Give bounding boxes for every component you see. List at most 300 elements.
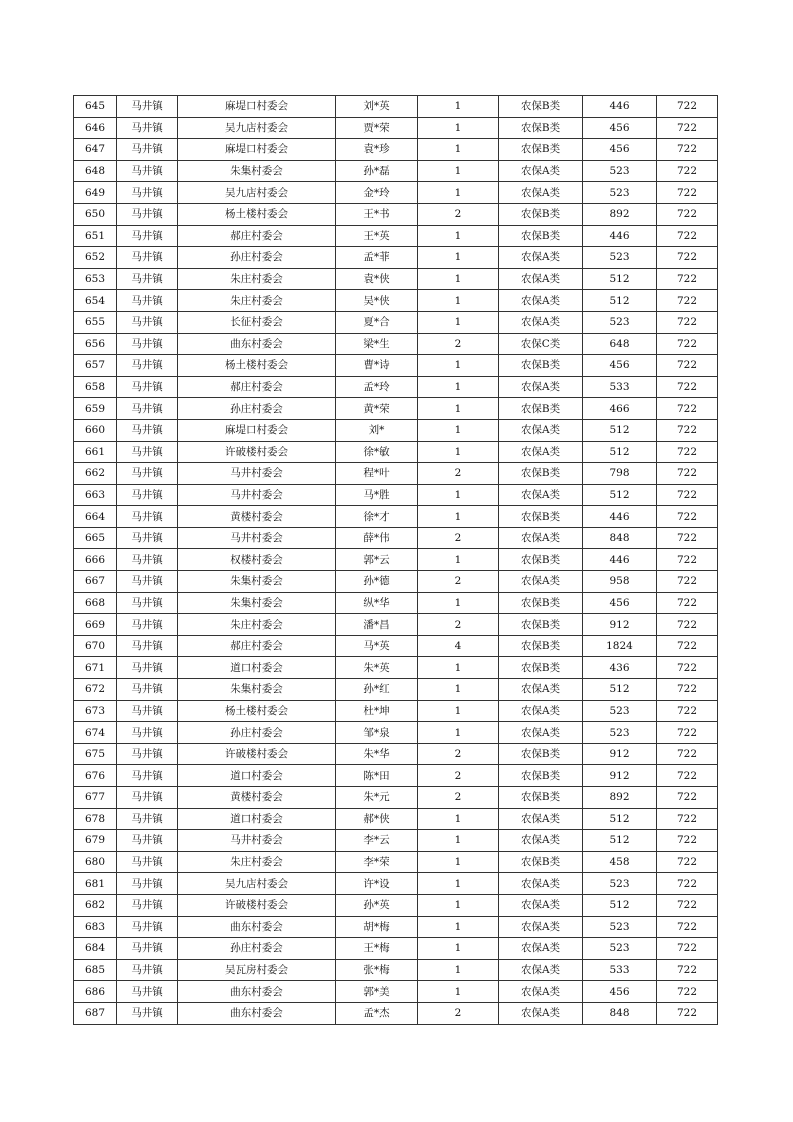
- standard-cell: 722: [657, 571, 718, 593]
- name-cell: 朱*元: [336, 787, 418, 809]
- name-cell: 孟*杰: [336, 1002, 418, 1024]
- standard-cell: 722: [657, 765, 718, 787]
- row-number-cell: 668: [74, 592, 117, 614]
- table-row: [74, 722, 718, 744]
- village-committee-cell: 马井村委会: [178, 527, 336, 549]
- standard-cell: 722: [657, 959, 718, 981]
- amount-cell: 533: [583, 959, 657, 981]
- standard-cell: 722: [657, 419, 718, 441]
- insurance-type-cell: 农保A类: [499, 894, 583, 916]
- standard-cell: 722: [657, 787, 718, 809]
- village-committee-cell: 朱集村委会: [178, 592, 336, 614]
- table-row: [74, 398, 718, 420]
- amount-cell: 523: [583, 938, 657, 960]
- name-cell: 薛*伟: [336, 527, 418, 549]
- row-number-cell: 657: [74, 355, 117, 377]
- insurance-type-cell: 农保A类: [499, 938, 583, 960]
- insurance-type-cell: 农保C类: [499, 333, 583, 355]
- insurance-type-cell: 农保A类: [499, 916, 583, 938]
- town-cell: 马井镇: [117, 981, 178, 1003]
- name-cell: 袁*侠: [336, 268, 418, 290]
- town-cell: 马井镇: [117, 938, 178, 960]
- household-count-cell: 1: [418, 290, 499, 312]
- standard-cell: 722: [657, 916, 718, 938]
- village-committee-cell: 曲东村委会: [178, 981, 336, 1003]
- household-count-cell: 1: [418, 311, 499, 333]
- household-count-cell: 1: [418, 808, 499, 830]
- amount-cell: 458: [583, 851, 657, 873]
- household-count-cell: 1: [418, 484, 499, 506]
- row-number-cell: 670: [74, 635, 117, 657]
- insurance-type-cell: 农保B类: [499, 506, 583, 528]
- household-count-cell: 1: [418, 160, 499, 182]
- name-cell: 孙*德: [336, 571, 418, 593]
- household-count-cell: 2: [418, 743, 499, 765]
- row-number-cell: 651: [74, 225, 117, 247]
- town-cell: 马井镇: [117, 700, 178, 722]
- table-row: [74, 614, 718, 636]
- amount-cell: 446: [583, 506, 657, 528]
- standard-cell: 722: [657, 722, 718, 744]
- insurance-type-cell: 农保A类: [499, 959, 583, 981]
- household-count-cell: 1: [418, 722, 499, 744]
- amount-cell: 523: [583, 182, 657, 204]
- amount-cell: 456: [583, 981, 657, 1003]
- household-count-cell: 1: [418, 117, 499, 139]
- village-committee-cell: 朱集村委会: [178, 160, 336, 182]
- name-cell: 朱*英: [336, 657, 418, 679]
- name-cell: 袁*珍: [336, 139, 418, 161]
- household-count-cell: 1: [418, 851, 499, 873]
- table-row: [74, 355, 718, 377]
- amount-cell: 912: [583, 743, 657, 765]
- row-number-cell: 658: [74, 376, 117, 398]
- household-count-cell: 2: [418, 333, 499, 355]
- amount-cell: 512: [583, 679, 657, 701]
- town-cell: 马井镇: [117, 873, 178, 895]
- table-row: [74, 96, 718, 118]
- table-row: [74, 916, 718, 938]
- table-row: [74, 527, 718, 549]
- table-row: [74, 268, 718, 290]
- insurance-type-cell: 农保B类: [499, 787, 583, 809]
- standard-cell: 722: [657, 549, 718, 571]
- amount-cell: 512: [583, 830, 657, 852]
- row-number-cell: 687: [74, 1002, 117, 1024]
- row-number-cell: 678: [74, 808, 117, 830]
- standard-cell: 722: [657, 268, 718, 290]
- row-number-cell: 674: [74, 722, 117, 744]
- amount-cell: 466: [583, 398, 657, 420]
- standard-cell: 722: [657, 635, 718, 657]
- town-cell: 马井镇: [117, 894, 178, 916]
- town-cell: 马井镇: [117, 527, 178, 549]
- table-row: [74, 376, 718, 398]
- amount-cell: 958: [583, 571, 657, 593]
- row-number-cell: 685: [74, 959, 117, 981]
- standard-cell: 722: [657, 938, 718, 960]
- standard-cell: 722: [657, 506, 718, 528]
- village-committee-cell: 朱庄村委会: [178, 290, 336, 312]
- household-count-cell: 1: [418, 549, 499, 571]
- table-row: [74, 808, 718, 830]
- town-cell: 马井镇: [117, 441, 178, 463]
- amount-cell: 512: [583, 419, 657, 441]
- town-cell: 马井镇: [117, 959, 178, 981]
- standard-cell: 722: [657, 333, 718, 355]
- name-cell: 程*叶: [336, 463, 418, 485]
- table-row: [74, 700, 718, 722]
- name-cell: 马*胜: [336, 484, 418, 506]
- village-committee-cell: 孙庄村委会: [178, 398, 336, 420]
- town-cell: 马井镇: [117, 765, 178, 787]
- insurance-type-cell: 农保A类: [499, 484, 583, 506]
- name-cell: 杜*坤: [336, 700, 418, 722]
- standard-cell: 722: [657, 657, 718, 679]
- row-number-cell: 655: [74, 311, 117, 333]
- table-row: [74, 506, 718, 528]
- table-row: [74, 333, 718, 355]
- village-committee-cell: 马井村委会: [178, 830, 336, 852]
- row-number-cell: 676: [74, 765, 117, 787]
- village-committee-cell: 麻堤口村委会: [178, 139, 336, 161]
- name-cell: 李*荣: [336, 851, 418, 873]
- insurance-type-cell: 农保B类: [499, 851, 583, 873]
- amount-cell: 446: [583, 96, 657, 118]
- amount-cell: 523: [583, 700, 657, 722]
- amount-cell: 512: [583, 808, 657, 830]
- amount-cell: 912: [583, 614, 657, 636]
- name-cell: 张*梅: [336, 959, 418, 981]
- row-number-cell: 650: [74, 203, 117, 225]
- standard-cell: 722: [657, 463, 718, 485]
- insurance-type-cell: 农保B类: [499, 635, 583, 657]
- row-number-cell: 656: [74, 333, 117, 355]
- town-cell: 马井镇: [117, 203, 178, 225]
- town-cell: 马井镇: [117, 311, 178, 333]
- amount-cell: 892: [583, 787, 657, 809]
- household-count-cell: 2: [418, 765, 499, 787]
- name-cell: 孙*磊: [336, 160, 418, 182]
- household-count-cell: 2: [418, 614, 499, 636]
- standard-cell: 722: [657, 117, 718, 139]
- village-committee-cell: 郝庄村委会: [178, 225, 336, 247]
- table-row: [74, 549, 718, 571]
- household-count-cell: 1: [418, 182, 499, 204]
- row-number-cell: 647: [74, 139, 117, 161]
- village-committee-cell: 长征村委会: [178, 311, 336, 333]
- name-cell: 李*云: [336, 830, 418, 852]
- amount-cell: 523: [583, 916, 657, 938]
- household-count-cell: 1: [418, 268, 499, 290]
- village-committee-cell: 许破楼村委会: [178, 743, 336, 765]
- standard-cell: 722: [657, 247, 718, 269]
- town-cell: 马井镇: [117, 290, 178, 312]
- insurance-type-cell: 农保A类: [499, 1002, 583, 1024]
- village-committee-cell: 许破楼村委会: [178, 441, 336, 463]
- household-count-cell: 2: [418, 571, 499, 593]
- town-cell: 马井镇: [117, 549, 178, 571]
- village-committee-cell: 道口村委会: [178, 765, 336, 787]
- standard-cell: 722: [657, 894, 718, 916]
- household-count-cell: 1: [418, 225, 499, 247]
- village-committee-cell: 权楼村委会: [178, 549, 336, 571]
- standard-cell: 722: [657, 614, 718, 636]
- name-cell: 孙*英: [336, 894, 418, 916]
- town-cell: 马井镇: [117, 787, 178, 809]
- amount-cell: 446: [583, 225, 657, 247]
- village-committee-cell: 朱集村委会: [178, 571, 336, 593]
- village-committee-cell: 马井村委会: [178, 484, 336, 506]
- household-count-cell: 1: [418, 830, 499, 852]
- town-cell: 马井镇: [117, 182, 178, 204]
- name-cell: 徐*敏: [336, 441, 418, 463]
- row-number-cell: 649: [74, 182, 117, 204]
- name-cell: 许*设: [336, 873, 418, 895]
- amount-cell: 456: [583, 117, 657, 139]
- name-cell: 纵*华: [336, 592, 418, 614]
- table-row: [74, 830, 718, 852]
- row-number-cell: 669: [74, 614, 117, 636]
- insurance-type-cell: 农保A类: [499, 981, 583, 1003]
- household-count-cell: 1: [418, 96, 499, 118]
- town-cell: 马井镇: [117, 268, 178, 290]
- insurance-type-cell: 农保B类: [499, 743, 583, 765]
- name-cell: 马*英: [336, 635, 418, 657]
- town-cell: 马井镇: [117, 743, 178, 765]
- town-cell: 马井镇: [117, 851, 178, 873]
- row-number-cell: 677: [74, 787, 117, 809]
- standard-cell: 722: [657, 290, 718, 312]
- insurance-type-cell: 农保B类: [499, 657, 583, 679]
- village-committee-cell: 郝庄村委会: [178, 635, 336, 657]
- town-cell: 马井镇: [117, 376, 178, 398]
- table-row: [74, 635, 718, 657]
- town-cell: 马井镇: [117, 398, 178, 420]
- row-number-cell: 675: [74, 743, 117, 765]
- name-cell: 邹*泉: [336, 722, 418, 744]
- household-count-cell: 1: [418, 139, 499, 161]
- row-number-cell: 665: [74, 527, 117, 549]
- town-cell: 马井镇: [117, 592, 178, 614]
- town-cell: 马井镇: [117, 614, 178, 636]
- household-count-cell: 2: [418, 203, 499, 225]
- table-row: [74, 592, 718, 614]
- row-number-cell: 666: [74, 549, 117, 571]
- row-number-cell: 682: [74, 894, 117, 916]
- standard-cell: 722: [657, 182, 718, 204]
- amount-cell: 456: [583, 355, 657, 377]
- town-cell: 马井镇: [117, 333, 178, 355]
- table-row: [74, 484, 718, 506]
- insurance-type-cell: 农保B类: [499, 139, 583, 161]
- insurance-type-cell: 农保B类: [499, 463, 583, 485]
- name-cell: 曹*诗: [336, 355, 418, 377]
- row-number-cell: 662: [74, 463, 117, 485]
- table-row: [74, 657, 718, 679]
- row-number-cell: 654: [74, 290, 117, 312]
- insurance-type-cell: 农保B类: [499, 117, 583, 139]
- name-cell: 王*梅: [336, 938, 418, 960]
- table-row: [74, 225, 718, 247]
- insurance-type-cell: 农保B类: [499, 765, 583, 787]
- town-cell: 马井镇: [117, 463, 178, 485]
- insurance-type-cell: 农保A类: [499, 419, 583, 441]
- town-cell: 马井镇: [117, 225, 178, 247]
- standard-cell: 722: [657, 808, 718, 830]
- town-cell: 马井镇: [117, 117, 178, 139]
- amount-cell: 446: [583, 549, 657, 571]
- insurance-type-cell: 农保A类: [499, 830, 583, 852]
- town-cell: 马井镇: [117, 419, 178, 441]
- insurance-type-cell: 农保A类: [499, 376, 583, 398]
- insurance-type-cell: 农保B类: [499, 96, 583, 118]
- household-count-cell: 1: [418, 506, 499, 528]
- insurance-type-cell: 农保B类: [499, 225, 583, 247]
- table-row: [74, 938, 718, 960]
- table-row: [74, 571, 718, 593]
- insurance-type-cell: 农保B类: [499, 398, 583, 420]
- row-number-cell: 659: [74, 398, 117, 420]
- insurance-type-cell: 农保B类: [499, 614, 583, 636]
- name-cell: 孟*玲: [336, 376, 418, 398]
- row-number-cell: 645: [74, 96, 117, 118]
- row-number-cell: 653: [74, 268, 117, 290]
- amount-cell: 523: [583, 722, 657, 744]
- standard-cell: 722: [657, 203, 718, 225]
- village-committee-cell: 朱庄村委会: [178, 851, 336, 873]
- household-count-cell: 2: [418, 527, 499, 549]
- table-row: [74, 290, 718, 312]
- insurance-type-cell: 农保A类: [499, 527, 583, 549]
- standard-cell: 722: [657, 96, 718, 118]
- village-committee-cell: 麻堤口村委会: [178, 96, 336, 118]
- name-cell: 郝*侠: [336, 808, 418, 830]
- row-number-cell: 681: [74, 873, 117, 895]
- row-number-cell: 684: [74, 938, 117, 960]
- amount-cell: 436: [583, 657, 657, 679]
- village-committee-cell: 孙庄村委会: [178, 938, 336, 960]
- name-cell: 金*玲: [336, 182, 418, 204]
- household-count-cell: 1: [418, 441, 499, 463]
- row-number-cell: 671: [74, 657, 117, 679]
- village-committee-cell: 吴九店村委会: [178, 182, 336, 204]
- household-count-cell: 1: [418, 894, 499, 916]
- household-count-cell: 1: [418, 938, 499, 960]
- amount-cell: 648: [583, 333, 657, 355]
- name-cell: 郭*云: [336, 549, 418, 571]
- insurance-type-cell: 农保B类: [499, 203, 583, 225]
- standard-cell: 722: [657, 679, 718, 701]
- insurance-type-cell: 农保A类: [499, 311, 583, 333]
- village-committee-cell: 孙庄村委会: [178, 722, 336, 744]
- table-row: [74, 894, 718, 916]
- row-number-cell: 667: [74, 571, 117, 593]
- standard-cell: 722: [657, 225, 718, 247]
- table-row: [74, 873, 718, 895]
- household-count-cell: 2: [418, 463, 499, 485]
- amount-cell: 523: [583, 247, 657, 269]
- table-row: [74, 1002, 718, 1024]
- town-cell: 马井镇: [117, 160, 178, 182]
- household-count-cell: 1: [418, 355, 499, 377]
- name-cell: 梁*生: [336, 333, 418, 355]
- amount-cell: 523: [583, 873, 657, 895]
- village-committee-cell: 曲东村委会: [178, 1002, 336, 1024]
- table-row: [74, 787, 718, 809]
- village-committee-cell: 杨土楼村委会: [178, 700, 336, 722]
- table-row: [74, 765, 718, 787]
- name-cell: 孙*红: [336, 679, 418, 701]
- village-committee-cell: 朱庄村委会: [178, 614, 336, 636]
- row-number-cell: 679: [74, 830, 117, 852]
- standard-cell: 722: [657, 355, 718, 377]
- household-count-cell: 1: [418, 247, 499, 269]
- row-number-cell: 680: [74, 851, 117, 873]
- town-cell: 马井镇: [117, 96, 178, 118]
- table-body: [74, 96, 718, 1025]
- town-cell: 马井镇: [117, 635, 178, 657]
- standard-cell: 722: [657, 484, 718, 506]
- amount-cell: 848: [583, 527, 657, 549]
- name-cell: 夏*合: [336, 311, 418, 333]
- name-cell: 刘*: [336, 419, 418, 441]
- town-cell: 马井镇: [117, 679, 178, 701]
- village-committee-cell: 曲东村委会: [178, 916, 336, 938]
- household-count-cell: 1: [418, 376, 499, 398]
- table-row: [74, 981, 718, 1003]
- insurance-type-cell: 农保B类: [499, 549, 583, 571]
- name-cell: 孟*菲: [336, 247, 418, 269]
- standard-cell: 722: [657, 830, 718, 852]
- household-count-cell: 2: [418, 1002, 499, 1024]
- name-cell: 郭*美: [336, 981, 418, 1003]
- amount-cell: 1824: [583, 635, 657, 657]
- table-row: [74, 463, 718, 485]
- amount-cell: 912: [583, 765, 657, 787]
- amount-cell: 892: [583, 203, 657, 225]
- amount-cell: 512: [583, 441, 657, 463]
- town-cell: 马井镇: [117, 830, 178, 852]
- amount-cell: 456: [583, 592, 657, 614]
- row-number-cell: 661: [74, 441, 117, 463]
- insurance-type-cell: 农保A类: [499, 808, 583, 830]
- insurance-type-cell: 农保A类: [499, 441, 583, 463]
- town-cell: 马井镇: [117, 1002, 178, 1024]
- village-committee-cell: 曲东村委会: [178, 333, 336, 355]
- village-committee-cell: 许破楼村委会: [178, 894, 336, 916]
- insurance-type-cell: 农保A类: [499, 700, 583, 722]
- insurance-type-cell: 农保A类: [499, 722, 583, 744]
- table-row: [74, 679, 718, 701]
- row-number-cell: 652: [74, 247, 117, 269]
- table-row: [74, 160, 718, 182]
- household-count-cell: 1: [418, 959, 499, 981]
- household-count-cell: 4: [418, 635, 499, 657]
- village-committee-cell: 孙庄村委会: [178, 247, 336, 269]
- household-count-cell: 1: [418, 398, 499, 420]
- name-cell: 胡*梅: [336, 916, 418, 938]
- village-committee-cell: 黄楼村委会: [178, 787, 336, 809]
- name-cell: 黄*荣: [336, 398, 418, 420]
- table-row: [74, 182, 718, 204]
- name-cell: 贾*荣: [336, 117, 418, 139]
- insurance-type-cell: 农保A类: [499, 160, 583, 182]
- standard-cell: 722: [657, 851, 718, 873]
- insurance-type-cell: 农保B类: [499, 355, 583, 377]
- standard-cell: 722: [657, 527, 718, 549]
- table-row: [74, 743, 718, 765]
